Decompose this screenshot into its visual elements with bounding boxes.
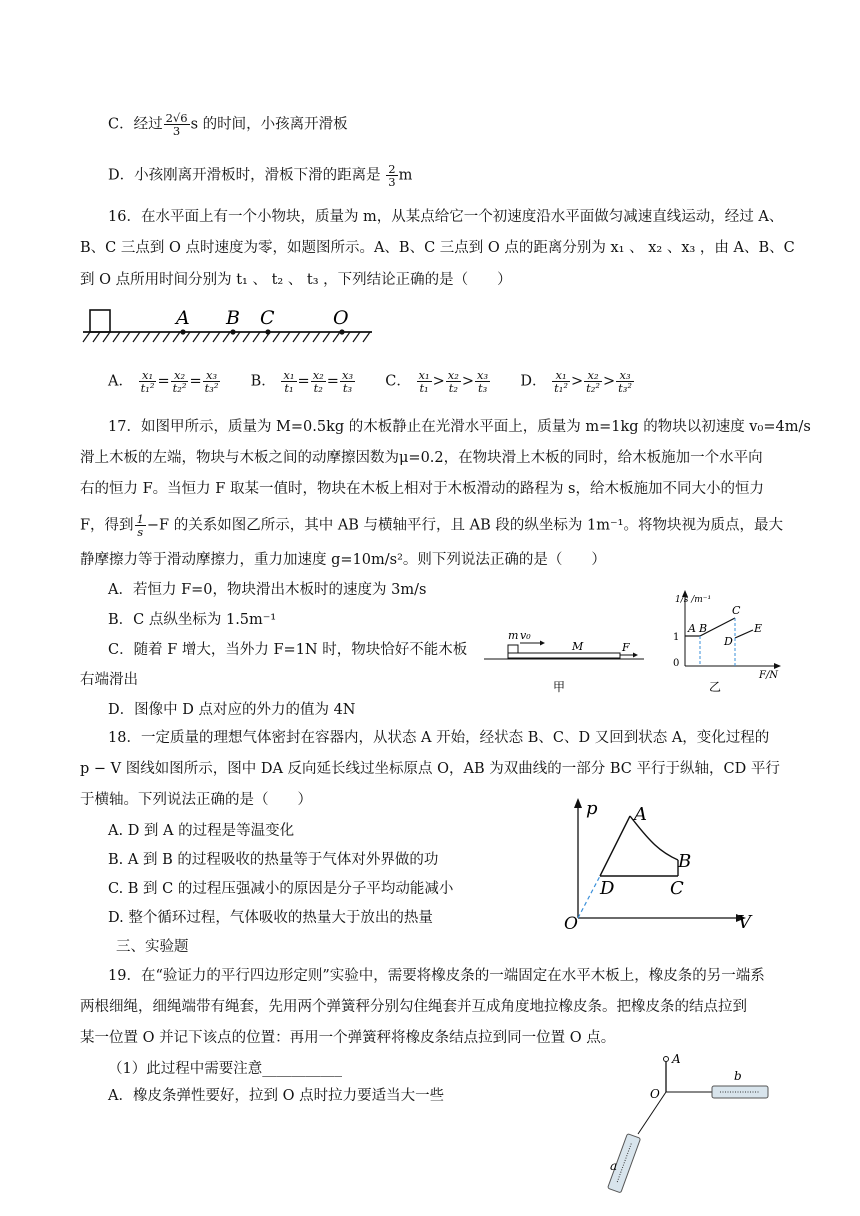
point-d-label: D: [724, 635, 733, 648]
q17-figure-jia: [480, 628, 650, 698]
line-da: [600, 816, 630, 876]
q19-line2: 两根细绳，细绳端带有绳套，先用两个弹簧秤分别勾住绳套并互成角度地拉橡皮条。把橡皮条的结点拉到: [80, 999, 747, 1015]
segment-de: [735, 630, 753, 638]
q17-option-a: A．若恒力 F=0，物块滑出木板时的速度为 3m/s: [108, 582, 427, 598]
point-b-label: B: [678, 851, 692, 872]
point-c-label: C: [670, 878, 684, 899]
spring-scale-b: [712, 1086, 768, 1098]
pin-a: [664, 1057, 669, 1062]
mass-m-label: m: [508, 629, 519, 642]
dashed-extension: [578, 876, 600, 918]
caption-jia: 甲: [553, 680, 566, 694]
x-axis-label: F/N: [759, 670, 779, 681]
q19-sub1: （1）此过程中需要注意___________: [108, 1061, 342, 1077]
q18-option-d: D. 整个循环过程，气体吸收的热量大于放出的热量: [108, 910, 433, 926]
point-e-label: E: [754, 622, 763, 635]
point-d-label: D: [600, 878, 615, 899]
force-F-label: F: [622, 641, 630, 654]
point-a-dot: [180, 329, 185, 334]
y-tick-1: 1: [673, 632, 680, 643]
q16-line3: 到 O 点所用时间分别为 t₁ 、 t₂ 、 t₃ ，下列结论正确的是（ ）: [80, 272, 512, 288]
point-c-dot: [265, 329, 270, 334]
q18-line3: 于横轴。下列说法正确的是（ ）: [80, 792, 312, 808]
q16-line1: 16．在水平面上有一个小物块，质量为 m，从某点给它一个初速度沿水平面做匀减速直线运动，经过 A、: [108, 209, 784, 225]
point-b-label: B: [699, 622, 708, 635]
q17-option-d: D．图像中 D 点对应的外力的值为 4N: [108, 702, 356, 718]
point-a-label: A: [176, 307, 190, 329]
scale-b-label: b: [734, 1069, 742, 1083]
ground-hatch: [83, 332, 370, 342]
q18-option-c: C. B 到 C 的过程压强减小的原因是分子平均动能减小: [108, 881, 454, 897]
origin-label: O: [564, 914, 578, 934]
block-m: [508, 645, 518, 653]
q18-option-b: B. A 到 B 的过程吸收的热量等于气体对外界做的功: [108, 852, 439, 868]
q16-options: A． $\frac{\text{x₁}}{\text{t₁²}}$ = $\frac{\text{x₂}}{\text{t₂²}}$ = $\frac{\text{x₃}}{\text{t₃²}}$ B． $\frac{\text{x₁}}{\text{t₁}}$ = $\frac{\text{x₂}}{\text{t₂}}$ = $\frac{\text{x₃}}{\text{t₃}}$ C． $\frac{\text{x₁}}{\text{t₁}}$ > $\frac{\text{x₂}}{\text{t₂}}$ > $\frac{\text{x₃}}{\text{t₃}}$ D． $\frac{\text{x₁}}{\text{t₁²}}$ > $\frac{\text{x₂}}{\text{t₂²}}$ > $\frac{\text{x₃}}{\text{t₃²}}$: [108, 368, 632, 395]
q17-line2: 滑上木板的左端，物块与木板之间的动摩擦因数为μ=0.2，在物块滑上木板的同时，给木板施加一个水平向: [80, 450, 763, 466]
y-axis-label: 1/s /m⁻¹: [675, 595, 712, 605]
q18-pv-figure: [560, 794, 760, 934]
q17-line4: F，得到 $\frac{1}{s}$ −F 的关系如图乙所示，其中 AB 与横轴平行，且 AB 段的纵坐标为 1m⁻¹。将物块视为质点，最大: [80, 512, 783, 539]
p-axis-label: p: [586, 798, 598, 819]
q17-fraction: $\frac{1}{s}$: [136, 512, 144, 539]
v-axis-label: V: [738, 912, 751, 933]
point-a-label: A: [634, 804, 647, 825]
q18-option-a: A. D 到 A 的过程是等温变化: [108, 823, 295, 839]
q15-fraction: $\frac{2√6}{3}$: [165, 111, 188, 138]
q19-figure: [600, 1050, 780, 1206]
point-a-label: A: [672, 1052, 681, 1066]
q15-option-d: D．小孩刚离开滑板时，滑板下滑的距离是 $\frac{2}{3}$ m: [108, 162, 413, 189]
q18-line2: p − V 图线如图所示，图中 DA 反向延长线过坐标原点 O，AB 为双曲线的一部分 BC 平行于纵轴，CD 平行: [80, 761, 780, 777]
block: [90, 310, 110, 332]
board-M-label: M: [572, 640, 584, 653]
point-c-label: C: [260, 307, 275, 329]
q16-line2: B、C 三点到 O 点时速度为零，如题图所示。A、B、C 三点到 O 点的距离分别为 x₁ 、 x₂ 、x₃ ，由 A、B、C: [80, 240, 795, 256]
q19-option-a: A．橡皮条弹性要好，拉到 O 点时拉力要适当大一些: [108, 1088, 445, 1104]
q17-figure-yi: [655, 588, 785, 698]
point-a-label: A: [688, 622, 696, 635]
q17-line5: 静摩擦力等于滑动摩擦力，重力加速度 g=10m/s²。则下列说法正确的是（ ）: [80, 552, 606, 568]
caption-yi: 乙: [709, 680, 722, 694]
origin-label: 0: [673, 658, 680, 669]
q15-option-c: C．经过 $\frac{2√6}{3}$ s 的时间，小孩离开滑板: [108, 111, 348, 138]
q17-option-b: B．C 点纵坐标为 1.5m⁻¹: [108, 612, 277, 628]
q17-option-c-line2: 右端滑出: [80, 672, 138, 688]
q17-line1: 17．如图甲所示，质量为 M=0.5kg 的木板静止在光滑水平面上，质量为 m=1kg 的物块以初速度 v₀=4m/s: [108, 419, 811, 435]
point-c-label: C: [732, 604, 741, 617]
q19-line1: 19．在“验证力的平行四边形定则”实验中，需要将橡皮条的一端固定在水平木板上，橡皮条的另一端系: [108, 968, 765, 984]
q16-figure: [80, 300, 380, 348]
q17-line3: 右的恒力 F。当恒力 F 取某一值时，物块在木板上相对于木板滑动的路程为 s，给木板施加不同大小的恒力: [80, 481, 764, 497]
q15-fraction: $\frac{2}{3}$: [388, 162, 396, 189]
point-b-label: B: [226, 307, 240, 329]
point-o-dot: [339, 329, 344, 334]
q18-line1: 18．一定质量的理想气体密封在容器内，从状态 A 开始，经状态 B、C、D 又回到状态 A，变化过程的: [108, 730, 770, 746]
scale-a-label: a: [610, 1159, 618, 1173]
point-b-dot: [230, 329, 235, 334]
point-o-label: O: [650, 1087, 660, 1101]
board-M: [508, 653, 620, 658]
q19-line3: 某一位置 O 并记下该点的位置：再用一个弹簧秤将橡皮条结点拉到同一位置 O 点。: [80, 1030, 616, 1046]
point-o-label: O: [333, 307, 349, 329]
velocity-label: v₀: [520, 629, 531, 642]
q17-option-c-line1: C．随着 F 增大，当外力 F=1N 时，物块恰好不能木板: [108, 642, 468, 658]
section-title: 三、实验题: [116, 939, 189, 955]
